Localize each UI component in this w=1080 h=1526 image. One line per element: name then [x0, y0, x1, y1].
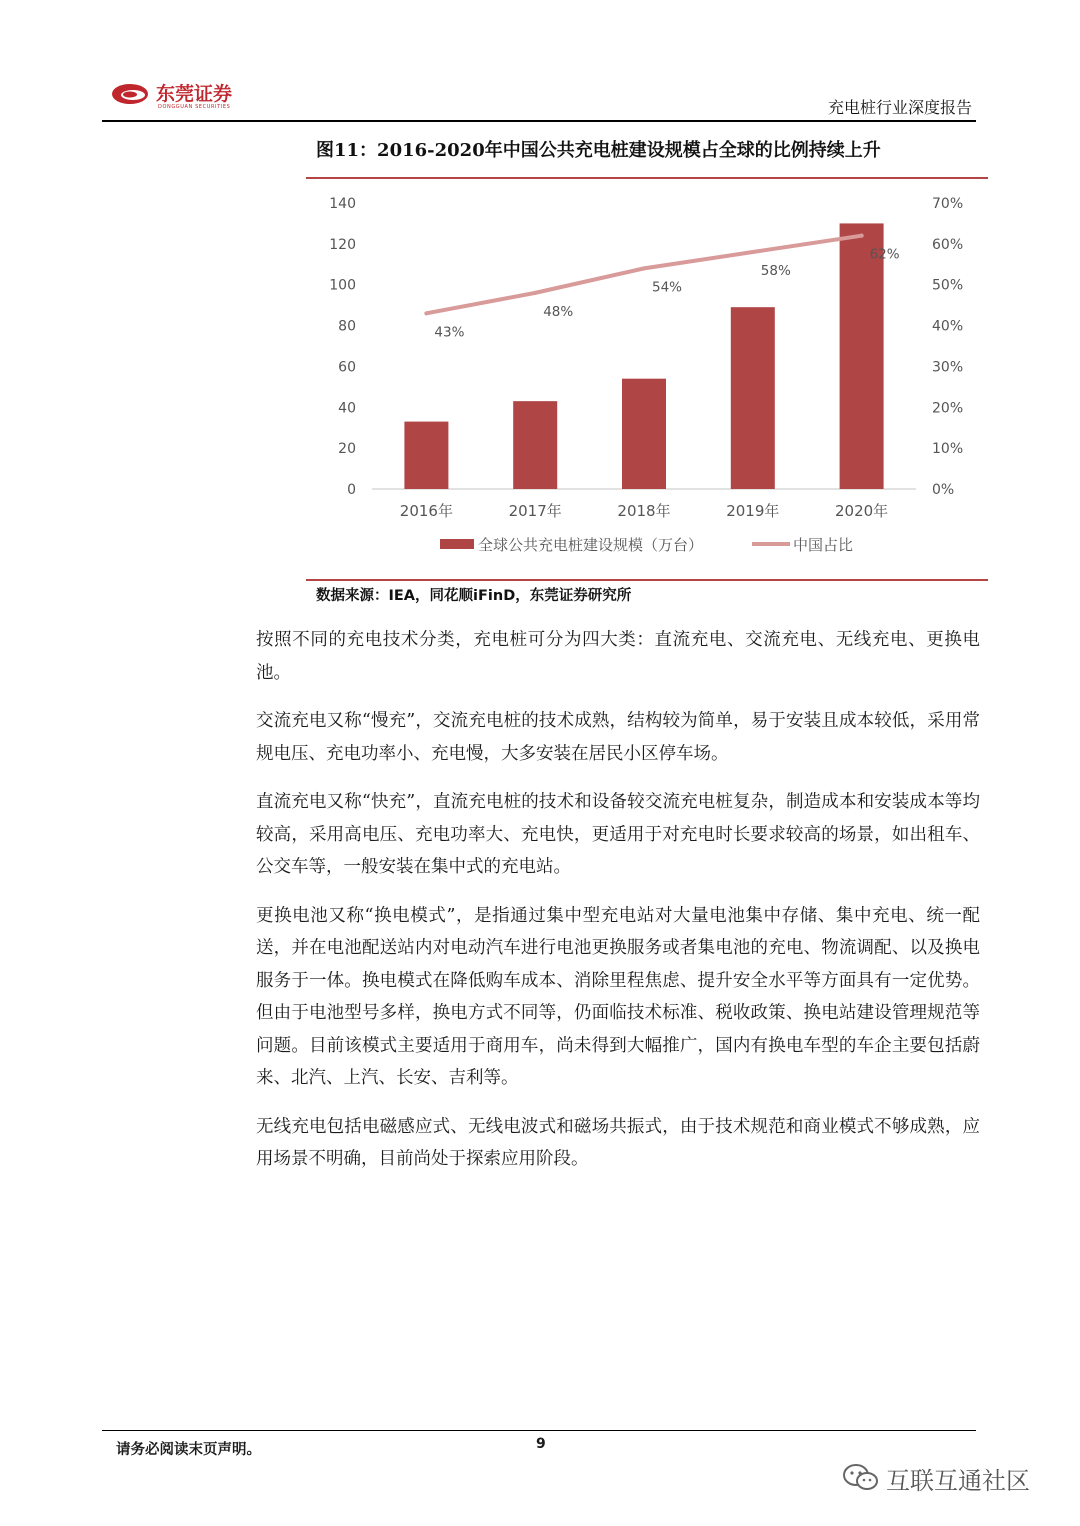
line-point	[533, 291, 537, 295]
page-number: 9	[536, 1436, 546, 1452]
y-right-tick-label: 50%	[932, 277, 964, 294]
y-right-tick-label: 20%	[932, 400, 964, 417]
y-right-tick-label: 0%	[932, 482, 955, 498]
data-label: 48%	[543, 303, 574, 320]
line-point	[424, 311, 428, 315]
legend-bar-swatch	[440, 539, 474, 549]
paragraph: 按照不同的充电技术分类，充电桩可分为四大类：直流充电、交流充电、无线充电、更换电池。	[256, 630, 980, 683]
figure-title: 图11：2016-2020年中国公共充电桩建设规模占全球的比例持续上升	[316, 140, 881, 161]
bar	[513, 401, 557, 489]
figure-source: 数据来源：IEA，同花顺iFinD，东莞证券研究所	[316, 588, 632, 604]
data-label: 58%	[760, 263, 791, 280]
paragraph: 直流充电又称“快充”，直流充电桩的技术和设备较交流充电桩复杂，制造成本和安装成本等均较高，采用高电压、充电功率大、充电快，更适用于对充电时长要求较高的场景，如出租车、公交车等，一般安装在集中式的充电站。	[256, 792, 980, 877]
footer-disclaimer: 请务必阅读末页声明。	[116, 1442, 261, 1458]
y-left-tick-label: 120	[329, 236, 356, 253]
y-right-tick-label: 70%	[932, 196, 964, 212]
x-tick-label: 2016年	[399, 502, 453, 520]
watermark	[842, 1458, 1030, 1498]
y-left-tick-label: 60	[338, 359, 356, 376]
paragraph: 更换电池又称“换电模式”，是指通过集中型充电站对大量电池集中存储、集中充电、统一配送，并在电池配送站内对电动汽车进行电池更换服务或者集电池的充电、物流调配、以及换电服务于一体。换电模式在降低购车成本、消除里程焦虑、提升安全水平等方面具有一定优势。但由于电池型号多样，换电方式不同等，仍面临技术标准、税收政策、换电站建设管理规范等问题。目前该模式主要适用于商用车，尚未得到大幅推广，国内有换电车型的车企主要包括蔚来、北汽、上汽、长安、吉利等。	[256, 905, 980, 1088]
header-divider	[102, 120, 976, 122]
x-tick-label: 2017年	[508, 502, 562, 520]
bar	[404, 422, 448, 489]
bar	[731, 307, 775, 489]
line-point	[642, 266, 646, 270]
bar	[840, 223, 884, 489]
data-label: 54%	[652, 279, 683, 296]
x-tick-label: 2018年	[617, 502, 671, 520]
paragraph: 无线充电包括电磁感应式、无线电波式和磁场共振式，由于技术规范和商业模式不够成熟，应用场景不明确，目前尚处于探索应用阶段。	[256, 1116, 980, 1169]
logo-text: 东莞证券	[156, 83, 233, 105]
logo-subtext: DONGGUAN SECURITIES	[158, 104, 231, 110]
data-label: 62%	[869, 246, 900, 263]
line-point	[860, 234, 864, 238]
combo-chart	[306, 179, 988, 579]
footer-divider	[102, 1430, 976, 1431]
paragraph: 交流充电又称“慢充”，交流充电桩的技术成熟，结构较为简单，易于安装且成本较低，采用常规电压、充电功率小、充电慢，大多安装在居民小区停车场。	[256, 711, 980, 764]
y-left-tick-label: 20	[338, 441, 356, 458]
y-left-tick-label: 40	[338, 400, 356, 417]
legend-bar-label: 全球公共充电桩建设规模（万台）	[478, 536, 704, 554]
line-point	[751, 250, 755, 254]
x-tick-label: 2020年	[835, 502, 889, 520]
wechat-icon	[842, 1462, 880, 1494]
y-right-tick-label: 10%	[932, 441, 964, 458]
line-series	[426, 236, 861, 314]
body-text	[256, 624, 980, 1192]
logo-mark-icon	[112, 84, 148, 104]
watermark-text: 互联互通社区	[886, 1466, 1030, 1495]
y-right-tick-label: 30%	[932, 359, 964, 376]
company-logo	[110, 80, 290, 110]
y-right-tick-label: 40%	[932, 318, 964, 335]
y-left-tick-label: 140	[329, 196, 356, 212]
y-left-tick-label: 0	[347, 482, 356, 498]
y-left-tick-label: 80	[338, 318, 356, 335]
legend-line-label: 中国占比	[793, 536, 854, 554]
y-right-tick-label: 60%	[932, 236, 964, 253]
y-left-tick-label: 100	[329, 277, 356, 294]
data-label: 43%	[434, 324, 465, 341]
chart-container	[306, 177, 988, 581]
report-title: 充电桩行业深度报告	[827, 98, 972, 117]
x-tick-label: 2019年	[726, 502, 780, 520]
bar	[622, 379, 666, 489]
